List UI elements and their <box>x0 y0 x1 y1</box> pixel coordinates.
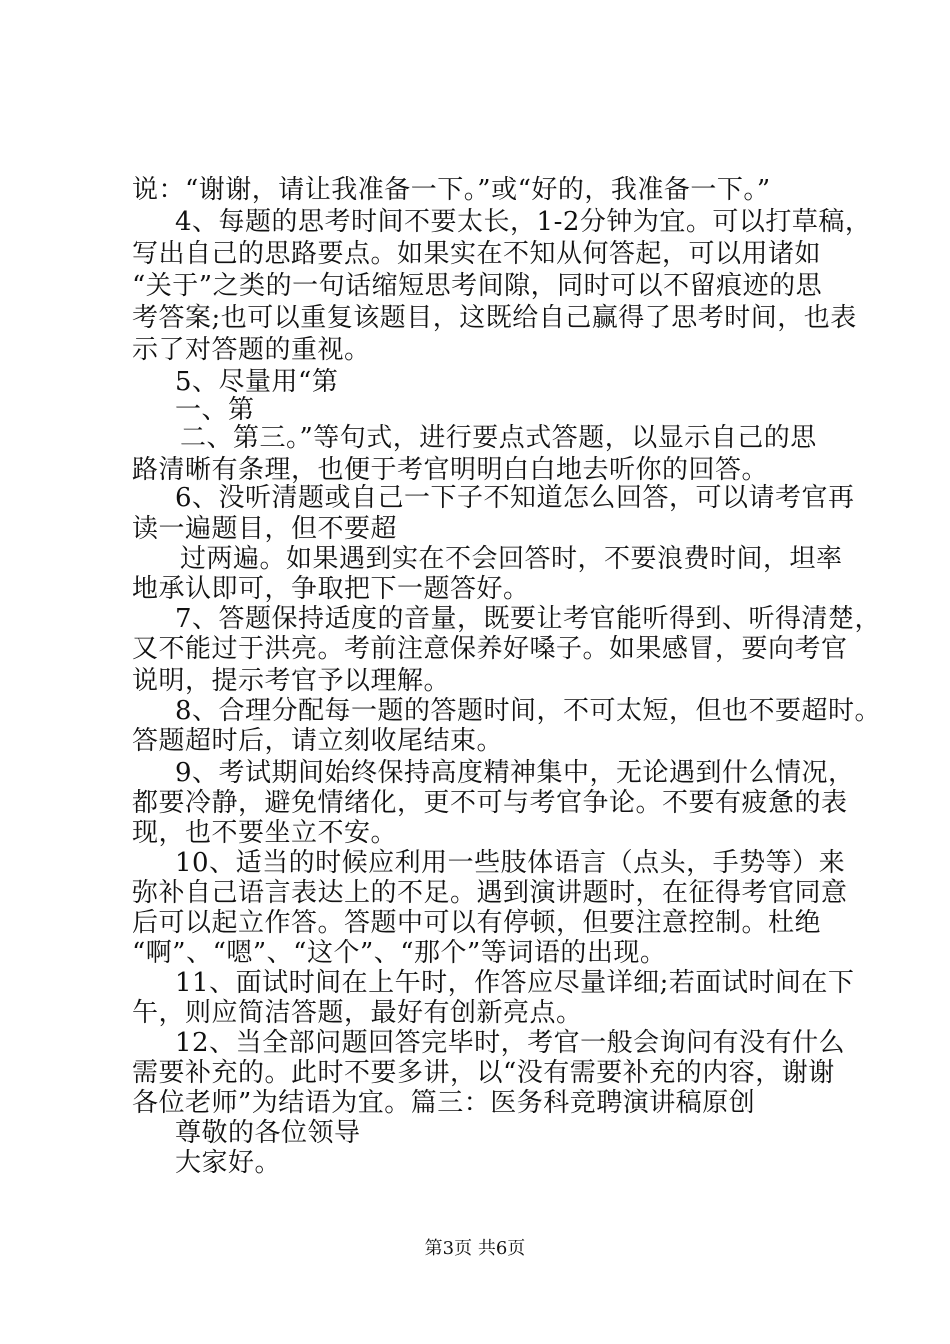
paragraph-line: 后可以起立作答。答题中可以有停顿，但要注意控制。杜绝 <box>132 908 822 938</box>
paragraph-line: 大家好。 <box>175 1148 282 1178</box>
paragraph-line: 路清晰有条理，也便于考官明明白白地去听你的回答。 <box>132 455 769 485</box>
paragraph-line: 都要冷静，避免情绪化，更不可与考官争论。不要有疲惫的表 <box>132 788 848 818</box>
page-number-footer: 第3页 共6页 <box>424 1238 526 1259</box>
paragraph-line: 9、考试期间始终保持高度精神集中，无论遇到什么情况， <box>175 758 855 788</box>
paragraph-line: “啊”、“嗯”、“这个”、“那个”等词语的出现。 <box>132 938 667 968</box>
paragraph-line: 尊敬的各位领导 <box>175 1118 361 1148</box>
paragraph-line: 12、当全部问题回答完毕时，考官一般会询问有没有什么 <box>175 1028 846 1058</box>
paragraph-line: 示了对答题的重视。 <box>132 335 371 365</box>
paragraph-line: “关于”之类的一句话缩短思考间隙，同时可以不留痕迹的思 <box>132 271 823 301</box>
paragraph-line: 说明，提示考官予以理解。 <box>132 666 451 696</box>
paragraph-line: 写出自己的思路要点。如果实在不知从何答起，可以用诸如 <box>132 239 822 269</box>
paragraph-line: 4、每题的思考时间不要太长，1-2分钟为宜。可以打草稿， <box>175 207 872 237</box>
paragraph-line: 10、适当的时候应利用一些肢体语言（点头，手势等）来 <box>175 848 846 878</box>
paragraph-line: 6、没听清题或自己一下子不知道怎么回答，可以请考官再 <box>175 483 855 513</box>
paragraph-line: 5、尽量用“第 <box>175 367 339 397</box>
paragraph-line: 读一遍题目，但不要超 <box>132 514 398 544</box>
paragraph-line: 7、答题保持适度的音量，既要让考官能听得到、听得清楚， <box>175 604 882 634</box>
paragraph-line: 午，则应简洁答题，最好有创新亮点。 <box>132 998 583 1028</box>
paragraph-line: 需要补充的。此时不要多讲，以“没有需要补充的内容，谢谢 <box>132 1058 835 1088</box>
paragraph-line: 弥补自己语言表达上的不足。遇到演讲题时，在征得考官同意 <box>132 878 848 908</box>
paragraph-line: 过两遍。如果遇到实在不会回答时，不要浪费时间，坦率 <box>180 544 843 574</box>
paragraph-line: 一、第 <box>175 395 255 425</box>
paragraph-line: 二、第三。”等句式，进行要点式答题，以显示自己的思 <box>180 423 817 453</box>
paragraph-line: 8、合理分配每一题的答题时间，不可太短，但也不要超时。 <box>175 696 882 726</box>
paragraph-line: 说：“谢谢，请让我准备一下。”或“好的，我准备一下。” <box>132 175 771 205</box>
paragraph-line: 11、面试时间在上午时，作答应尽量详细;若面试时间在下 <box>175 968 855 998</box>
paragraph-line: 地承认即可，争取把下一题答好。 <box>132 574 530 604</box>
paragraph-line: 答题超时后，请立刻收尾结束。 <box>132 726 504 756</box>
paragraph-line: 又不能过于洪亮。考前注意保养好嗓子。如果感冒，要向考官 <box>132 634 848 664</box>
paragraph-line: 现，也不要坐立不安。 <box>132 818 398 848</box>
paragraph-line: 考答案;也可以重复该题目，这既给自己赢得了思考时间，也表 <box>132 303 857 333</box>
paragraph-line: 各位老师”为结语为宜。篇三：医务科竞聘演讲稿原创 <box>132 1088 756 1118</box>
